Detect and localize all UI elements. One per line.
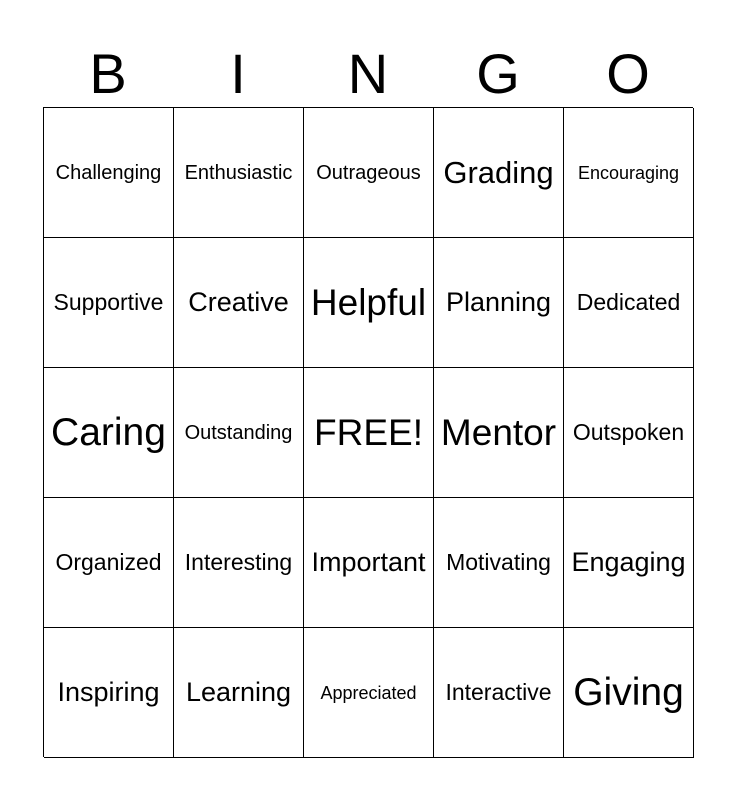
bingo-cell[interactable]: Engaging (564, 498, 694, 628)
bingo-cell[interactable]: Outspoken (564, 368, 694, 498)
bingo-cell[interactable]: Outstanding (174, 368, 304, 498)
bingo-cell[interactable]: Giving (564, 628, 694, 758)
bingo-cell[interactable]: Encouraging (564, 108, 694, 238)
bingo-cell[interactable]: Interactive (434, 628, 564, 758)
bingo-cell[interactable]: Grading (434, 108, 564, 238)
bingo-cell[interactable]: Motivating (434, 498, 564, 628)
bingo-cell[interactable]: Interesting (174, 498, 304, 628)
bingo-cell[interactable]: Helpful (304, 238, 434, 368)
bingo-board (43, 107, 693, 757)
header-letter-b: B (89, 42, 127, 105)
bingo-cell[interactable]: Outrageous (304, 108, 434, 238)
bingo-cell[interactable]: Learning (174, 628, 304, 758)
header-letter-o: O (606, 42, 650, 105)
bingo-cell[interactable]: Planning (434, 238, 564, 368)
bingo-cell[interactable]: Supportive (44, 238, 174, 368)
bingo-cell[interactable]: Organized (44, 498, 174, 628)
bingo-cell[interactable]: Dedicated (564, 238, 694, 368)
header-letter-g: G (476, 42, 520, 105)
bingo-cell[interactable]: Appreciated (304, 628, 434, 758)
bingo-cell[interactable]: Caring (44, 368, 174, 498)
bingo-header (43, 42, 693, 106)
bingo-cell[interactable]: Challenging (44, 108, 174, 238)
bingo-cell[interactable]: Inspiring (44, 628, 174, 758)
bingo-cell[interactable]: Mentor (434, 368, 564, 498)
free-space-cell[interactable]: FREE! (304, 368, 434, 498)
bingo-cell[interactable]: Enthusiastic (174, 108, 304, 238)
bingo-cell[interactable]: Creative (174, 238, 304, 368)
bingo-cell[interactable]: Important (304, 498, 434, 628)
header-letter-n: N (347, 42, 389, 105)
header-letter-i: I (230, 42, 246, 105)
